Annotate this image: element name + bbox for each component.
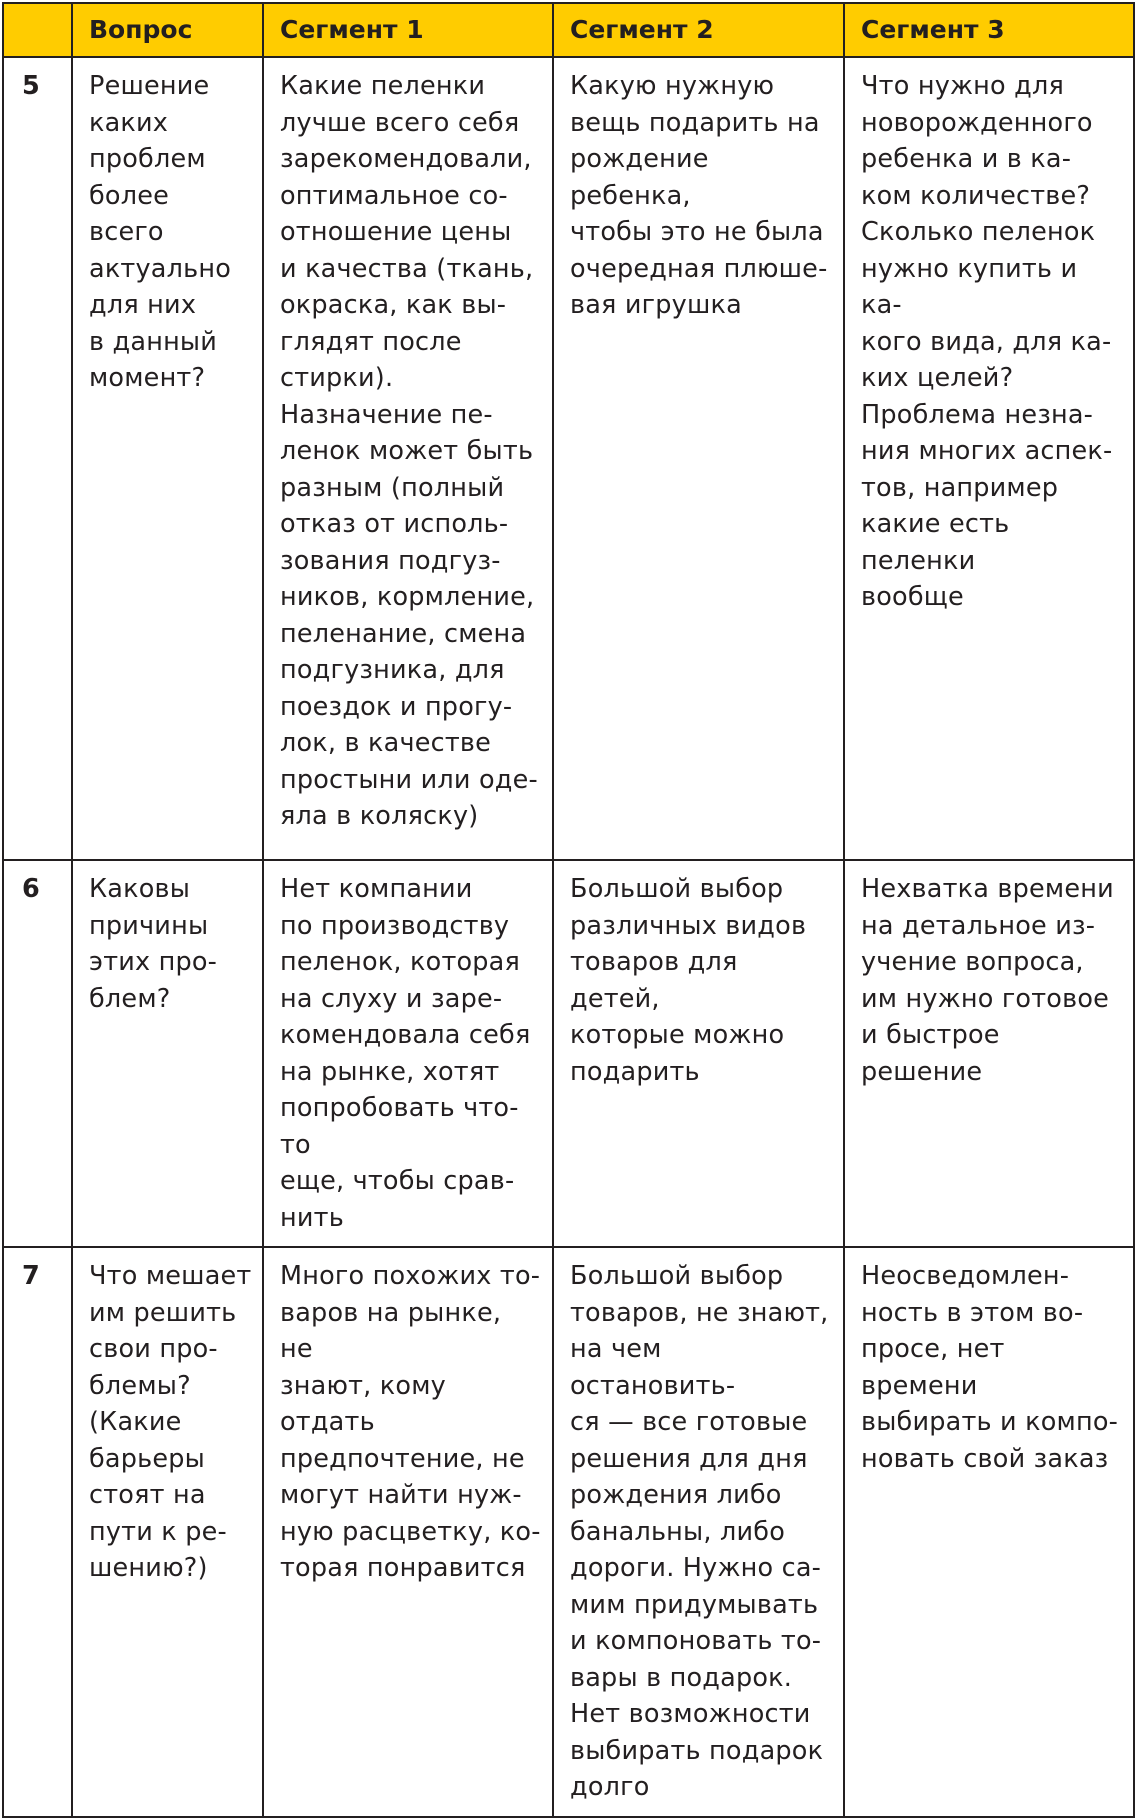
header-segment-1: Сегмент 1 xyxy=(263,3,553,57)
header-number xyxy=(3,3,72,57)
table-row xyxy=(3,860,1134,1247)
segment-2-cell: Какую нужную вещь подарить на рождение ребенка, чтобы это не была очередная плюше- вая игрушка xyxy=(553,57,844,860)
header-question: Вопрос xyxy=(72,3,263,57)
question-cell: Что мешает им решить свои про- блемы? (Какие барьеры стоят на пути к ре- шению?) xyxy=(72,1247,263,1817)
segment-1-cell: Какие пеленки лучше всего себя зарекомендовали, оптимальное со- отношение цены и качества (ткань, окраска, как вы- глядят после стирки). Назначение пе- ленок может быть разным (полный отказ от исполь- зования подгуз- ников, кормление, пеленание, смена подгузника, для поездок и прогу- лок, в качестве простыни или оде- яла в коляску) xyxy=(263,57,553,860)
row-number: 6 xyxy=(3,860,72,1247)
header-row xyxy=(3,3,1134,57)
segments-table xyxy=(2,2,1135,1818)
segment-3-cell: Нехватка времени на детальное из- учение вопроса, им нужно готовое и быстрое решение xyxy=(844,860,1134,1247)
segment-3-cell: Что нужно для новорожденного ребенка и в ка- ком количестве? Сколько пеленок нужно купить и ка- кого вида, для ка- ких целей? Проблема незна- ния многих аспек- тов, например какие есть пеленки вообще xyxy=(844,57,1134,860)
segment-1-cell: Много похожих то- варов на рынке, не знают, кому отдать предпочтение, не могут найти нуж- ную расцветку, ко- торая понравится xyxy=(263,1247,553,1817)
question-cell: Решение каких проблем более всего актуально для них в данный момент? xyxy=(72,57,263,860)
segment-3-cell: Неосведомлен- ность в этом во- просе, нет времени выбирать и компо- новать свой заказ xyxy=(844,1247,1134,1817)
header-segment-3: Сегмент 3 xyxy=(844,3,1134,57)
table-row xyxy=(3,1247,1134,1817)
row-number: 7 xyxy=(3,1247,72,1817)
row-number: 5 xyxy=(3,57,72,860)
segment-1-cell: Нет компании по производству пеленок, которая на слуху и заре- комендовала себя на рынке, хотят попробовать что-то еще, чтобы срав- нить xyxy=(263,860,553,1247)
header-segment-2: Сегмент 2 xyxy=(553,3,844,57)
segment-2-cell: Большой выбор различных видов товаров для детей, которые можно подарить xyxy=(553,860,844,1247)
segment-2-cell: Большой выбор товаров, не знают, на чем остановить- ся — все готовые решения для дня рождения либо банальны, либо дороги. Нужно са- мим придумывать и компоновать то- вары в подарок. Нет возможности выбирать подарок долго xyxy=(553,1247,844,1817)
table-row xyxy=(3,57,1134,860)
question-cell: Каковы причины этих про- блем? xyxy=(72,860,263,1247)
